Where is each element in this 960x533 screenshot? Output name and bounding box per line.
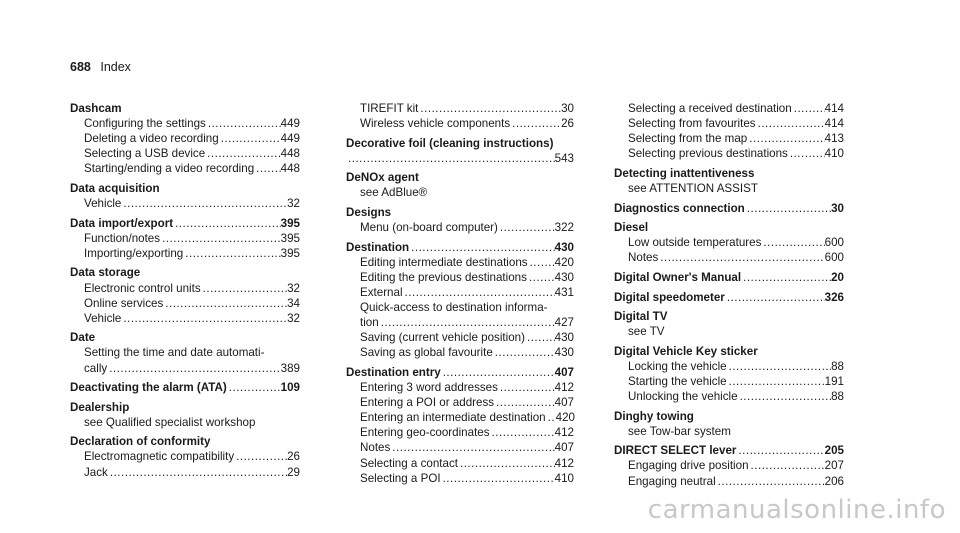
page-ref: 30 <box>831 201 844 215</box>
index-subentry <box>346 116 574 131</box>
page-ref: 88 <box>831 359 844 373</box>
index-subentry <box>70 161 300 176</box>
page-ref: 430 <box>554 346 574 360</box>
page-ref: 206 <box>824 474 844 488</box>
page-ref: 191 <box>824 375 844 388</box>
page-ref: 395 <box>280 231 300 245</box>
index-entry <box>70 434 300 479</box>
leader-dots <box>183 246 280 261</box>
index-term: Dashcam <box>70 102 122 115</box>
index-subentry <box>614 101 844 116</box>
subentry-label: Selecting from favourites <box>628 117 756 131</box>
index-entry <box>70 330 300 375</box>
index-entry <box>70 265 300 325</box>
page-ref: 34 <box>287 296 300 310</box>
index-term: Date <box>70 331 96 345</box>
leader-dots <box>205 146 280 161</box>
subentry-label: Selecting from the map <box>628 132 748 146</box>
index-entry <box>614 290 844 305</box>
leader-dots <box>418 101 561 116</box>
index-subentry <box>346 456 574 471</box>
index-entry <box>346 365 574 486</box>
subentry-label: Deleting a video recording <box>84 132 219 146</box>
index-term: Dealership <box>70 400 130 414</box>
index-term: DIRECT SELECT lever <box>614 444 737 458</box>
leader-dots <box>716 474 825 489</box>
index-subentry <box>614 359 844 374</box>
page-ref: 412 <box>554 456 574 470</box>
see-reference: see Qualified specialist workshop <box>84 415 256 429</box>
page-ref: 414 <box>824 102 844 115</box>
index-entry <box>614 270 844 285</box>
page-ref: 413 <box>824 132 844 146</box>
page-ref: 412 <box>554 381 574 395</box>
page-ref: 395 <box>280 246 300 260</box>
leader-dots <box>528 255 555 270</box>
leader-dots <box>160 231 281 246</box>
subentry-label: Selecting a USB device <box>84 147 206 161</box>
subentry-label: External <box>360 286 403 300</box>
page-header <box>70 60 131 74</box>
page-ref: 322 <box>554 221 574 235</box>
subentry-label: Notes <box>628 251 659 265</box>
subentry-label: Engaging drive position <box>628 459 749 473</box>
subentry-label: Saving (current vehicle position) <box>360 331 525 345</box>
page-ref: 109 <box>280 381 300 395</box>
leader-dots <box>525 330 555 345</box>
leader-dots <box>745 201 831 216</box>
index-term: Declaration of conformity <box>70 435 211 449</box>
leader-dots <box>747 131 824 146</box>
index-term-row <box>346 365 574 380</box>
leader-dots <box>725 290 825 305</box>
index-subentry <box>346 220 574 235</box>
subentry-label: Electronic control units <box>84 281 201 295</box>
page-ref: 448 <box>280 162 300 176</box>
index-subentry <box>70 246 300 261</box>
index-term: Digital TV <box>614 310 668 324</box>
leader-dots <box>234 449 287 464</box>
index-term: Diesel <box>614 221 649 235</box>
page-ref: 407 <box>554 396 574 410</box>
subentry-wrapped-line: Quick-access to destination informa- <box>360 301 548 315</box>
index-subentry <box>70 465 300 480</box>
index-term: Detecting inattentiveness <box>614 166 755 180</box>
subentry-label: Electromagnetic compatibility <box>84 450 235 464</box>
index-subentry <box>70 116 300 131</box>
leader-dots <box>788 146 825 161</box>
subentry-label: Entering a POI or address <box>360 396 495 410</box>
leader-dots <box>727 359 831 374</box>
leader-dots <box>761 235 824 250</box>
index-term: Data storage <box>70 266 141 280</box>
index-entry <box>614 101 844 161</box>
index-subentry <box>614 235 844 250</box>
subentry-label: Editing the previous destinations <box>360 270 527 284</box>
subentry-label: Notes <box>360 441 391 455</box>
subentry-label: Selecting a POI <box>360 471 441 485</box>
index-column-3 <box>614 101 844 493</box>
index-entry <box>346 101 574 131</box>
subentry-label: cally <box>84 361 108 375</box>
index-entry <box>70 380 300 395</box>
index-subentry <box>614 146 844 161</box>
index-entry <box>614 166 844 196</box>
page-ref: 431 <box>554 286 574 300</box>
page-ref: 407 <box>554 441 574 455</box>
leader-dots <box>738 389 832 404</box>
leader-dots <box>493 345 555 360</box>
index-subentry <box>70 196 300 211</box>
leader-dots <box>379 315 555 330</box>
page-ref: 449 <box>280 117 300 131</box>
leader-dots <box>441 365 555 380</box>
leader-dots <box>546 410 556 425</box>
index-term-row <box>614 443 844 458</box>
index-entry <box>346 170 574 200</box>
subentry-label: Importing/exporting <box>84 246 184 260</box>
index-entry <box>614 409 844 439</box>
index-entry <box>346 240 574 361</box>
page-ref: 600 <box>824 236 844 250</box>
subentry-label: Jack <box>84 465 108 479</box>
index-subentry <box>614 131 844 146</box>
index-subentry <box>346 330 574 345</box>
leader-dots <box>201 281 287 296</box>
subentry-label: Online services <box>84 296 164 310</box>
index-subentry <box>70 449 300 464</box>
leader-dots <box>227 380 281 395</box>
see-reference: see TV <box>628 325 665 339</box>
index-term-row <box>70 380 300 395</box>
leader-dots <box>741 270 831 285</box>
subentry-label: Selecting a contact <box>360 456 458 470</box>
page-ref: 205 <box>824 444 844 458</box>
page-ref: 430 <box>554 270 574 284</box>
leader-dots <box>346 151 555 166</box>
index-subentry <box>346 285 574 300</box>
index-entry <box>70 101 300 176</box>
index-column-2 <box>346 101 574 490</box>
leader-dots <box>527 270 555 285</box>
page-ref: 32 <box>287 281 300 295</box>
index-subentry <box>70 231 300 246</box>
index-subentry <box>346 471 574 486</box>
subentry-label: Saving as global favourite <box>360 346 493 360</box>
page-ref: 26 <box>287 450 300 464</box>
index-term: Deactivating the alarm (ATA) <box>70 381 227 395</box>
leader-dots <box>498 220 555 235</box>
leader-dots <box>727 374 825 389</box>
subentry-label: Engaging neutral <box>628 474 716 488</box>
page-ref: 430 <box>554 331 574 345</box>
index-subentry <box>614 116 844 131</box>
page-ref: 395 <box>280 216 300 230</box>
index-subentry <box>70 146 300 161</box>
index-term: Diagnostics connection <box>614 201 745 215</box>
index-subentry <box>70 131 300 146</box>
leader-dots <box>254 161 281 176</box>
index-subentry <box>346 395 574 410</box>
page-ref: 29 <box>287 465 300 479</box>
leader-row <box>346 151 574 166</box>
index-subentry <box>614 474 844 489</box>
leader-dots <box>510 116 561 131</box>
subentry-label: Locking the vehicle <box>628 359 727 373</box>
subentry-label: Entering an intermediate destination <box>360 411 546 425</box>
index-term: Data acquisition <box>70 181 160 195</box>
page-ref: 448 <box>280 147 300 161</box>
index-term-row <box>346 240 574 255</box>
leader-dots <box>121 311 287 326</box>
index-subentry <box>70 281 300 296</box>
page-ref: 420 <box>555 411 575 425</box>
subentry-label: Selecting a received destination <box>628 102 792 115</box>
leader-dots <box>163 296 287 311</box>
page-ref: 449 <box>280 132 300 146</box>
subentry-label: Starting the vehicle <box>628 375 727 388</box>
leader-dots <box>490 425 555 440</box>
index-column-1 <box>70 101 300 484</box>
leader-dots <box>390 440 554 455</box>
page-ref: 410 <box>824 147 844 161</box>
index-entry <box>614 220 844 265</box>
index-term: Data import/export <box>70 216 174 230</box>
index-entry <box>614 201 844 216</box>
leader-dots <box>206 116 281 131</box>
page-ref: 389 <box>280 361 300 375</box>
leader-dots <box>409 240 555 255</box>
see-reference: see Tow-bar system <box>628 424 731 438</box>
index-subentry <box>614 458 844 473</box>
leader-dots <box>107 361 280 376</box>
page-ref: 427 <box>554 316 574 330</box>
subentry-label: Wireless vehicle components <box>360 117 511 131</box>
index-term-row <box>614 201 844 216</box>
page-ref: 207 <box>824 459 844 473</box>
page-ref: 326 <box>824 290 844 304</box>
index-subentry <box>70 296 300 311</box>
subentry-label: Editing intermediate destinations <box>360 255 528 269</box>
leader-dots <box>173 216 281 231</box>
index-subentry <box>346 101 574 116</box>
index-entry <box>70 216 300 261</box>
see-reference: see AdBlue® <box>360 186 428 200</box>
subentry-label: Function/notes <box>84 231 161 245</box>
index-term: Designs <box>346 206 392 220</box>
index-subentry <box>346 410 574 425</box>
page-ref: 420 <box>554 255 574 269</box>
page-ref: 600 <box>824 251 844 265</box>
index-subentry <box>70 361 300 376</box>
index-subentry <box>614 389 844 404</box>
page-ref: 88 <box>831 390 844 404</box>
index-term: Destination entry <box>346 366 441 379</box>
subentry-label: TIREFIT kit <box>360 102 419 115</box>
index-term-row <box>614 290 844 305</box>
page-ref: 30 <box>561 102 574 115</box>
subentry-label: Starting/ending a video recording <box>84 162 255 176</box>
index-term: Dinghy towing <box>614 409 694 423</box>
page-number: 688 <box>70 60 91 74</box>
leader-dots <box>108 465 287 480</box>
leader-dots <box>658 250 824 265</box>
leader-dots <box>736 443 824 458</box>
leader-dots <box>458 456 555 471</box>
index-entry <box>70 181 300 211</box>
page-ref: 26 <box>561 117 574 131</box>
index-term: Digital Vehicle Key sticker <box>614 344 758 358</box>
subentry-label: tion <box>360 316 379 330</box>
see-reference: see ATTENTION ASSIST <box>628 181 758 195</box>
leader-dots <box>441 471 555 486</box>
subentry-label: Vehicle <box>84 197 122 211</box>
index-term: Digital speedometer <box>614 290 725 304</box>
index-term: DeNOx agent <box>346 171 419 185</box>
leader-dots <box>403 285 555 300</box>
watermark: carmanualsonline.info <box>647 495 946 525</box>
index-subentry <box>346 380 574 395</box>
leader-dots <box>792 101 825 116</box>
index-entry <box>614 344 844 404</box>
page-ref: 32 <box>287 197 300 211</box>
subentry-label: Unlocking the vehicle <box>628 390 738 404</box>
header-title: Index <box>100 60 131 74</box>
leader-dots <box>498 380 555 395</box>
page-ref: 20 <box>831 270 844 284</box>
leader-dots <box>749 458 825 473</box>
page-ref: 414 <box>824 117 844 131</box>
subentry-label: Configuring the settings <box>84 117 206 131</box>
index-term: Digital Owner's Manual <box>614 270 742 284</box>
page-ref: 32 <box>287 311 300 325</box>
index-entry <box>70 400 300 430</box>
page-ref: 543 <box>554 151 574 165</box>
subentry-label: Vehicle <box>84 311 122 325</box>
page-ref: 410 <box>554 471 574 485</box>
index-subentry <box>614 250 844 265</box>
index-subentry <box>346 270 574 285</box>
page-ref: 430 <box>554 240 574 254</box>
leader-dots <box>121 196 287 211</box>
index-term: Destination <box>346 240 410 254</box>
index-entry <box>614 443 844 488</box>
subentry-label: Low outside temperatures <box>628 236 762 250</box>
index-entry <box>614 309 844 339</box>
index-subentry <box>346 315 574 330</box>
subentry-label: Entering 3 word addresses <box>360 381 498 395</box>
leader-dots <box>219 131 281 146</box>
index-term-row <box>70 216 300 231</box>
index-subentry <box>614 374 844 389</box>
index-term-row <box>614 270 844 285</box>
index-subentry <box>70 311 300 326</box>
index-subentry <box>346 425 574 440</box>
page-ref: 412 <box>554 426 574 440</box>
index-term: Decorative foil (cleaning instructions) <box>346 136 554 150</box>
leader-dots <box>756 116 825 131</box>
index-subentry <box>346 440 574 455</box>
subentry-label: Menu (on-board computer) <box>360 221 498 235</box>
subentry-wrapped-line: Setting the time and date automati- <box>84 346 265 360</box>
index-entry <box>346 205 574 235</box>
index-subentry <box>346 255 574 270</box>
page-ref: 407 <box>554 366 574 379</box>
index-subentry <box>346 345 574 360</box>
subentry-label: Entering geo-coordinates <box>360 426 490 440</box>
index-entry <box>346 136 574 166</box>
subentry-label: Selecting previous destinations <box>628 147 788 161</box>
leader-dots <box>494 395 555 410</box>
